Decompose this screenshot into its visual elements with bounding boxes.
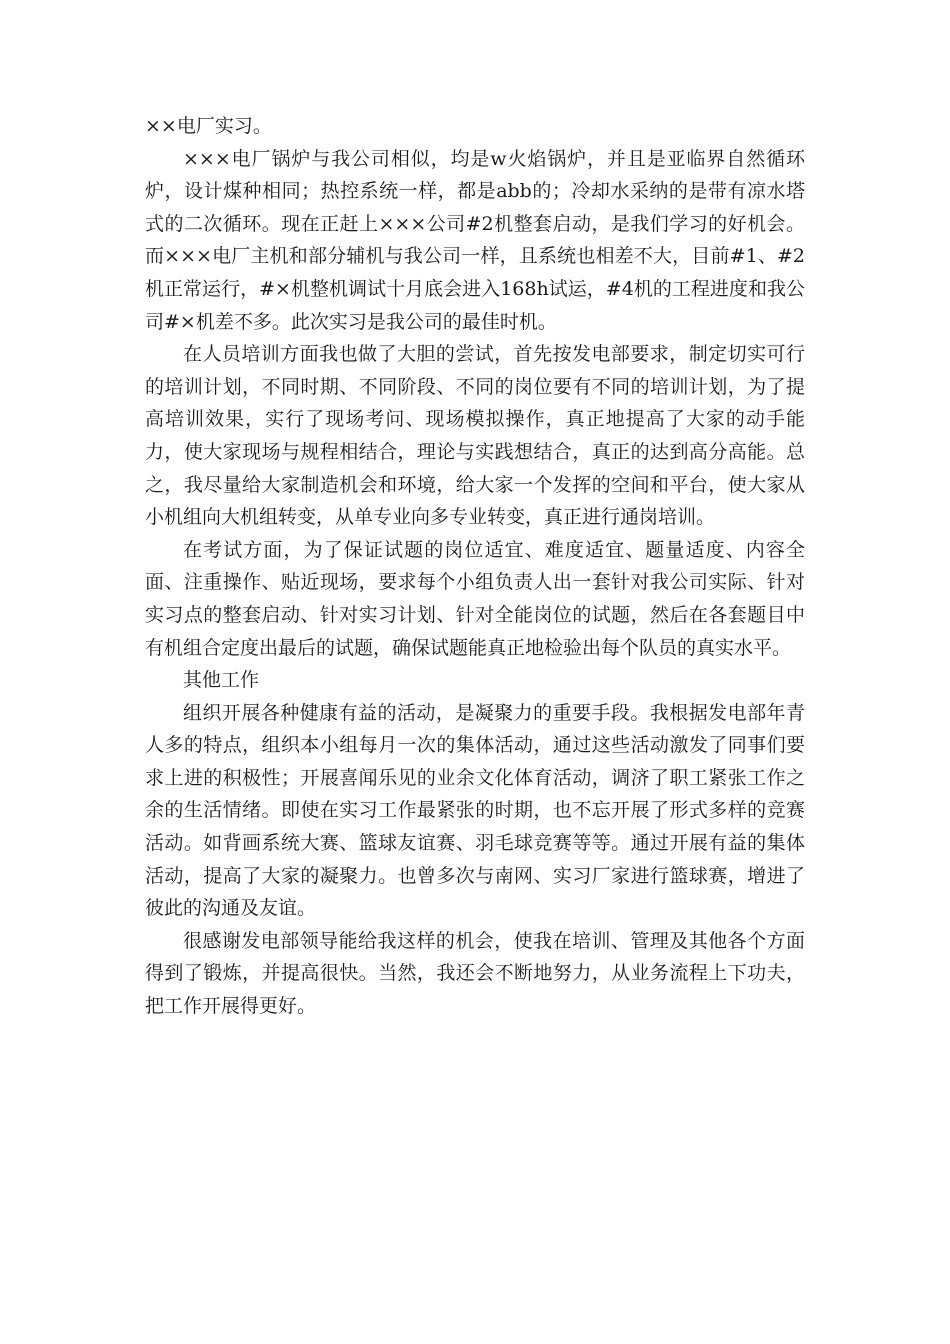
paragraph-continuation: ××电厂实习。 xyxy=(145,115,272,137)
document-body xyxy=(145,110,805,1023)
paragraph-internship-plant: ×××电厂锅炉与我公司相似，均是w火焰锅炉，并且是亚临界自然循环炉，设计煤种相同；热控系统一样，都是abb的；冷却水采纳的是带有凉水塔式的二次循环。现在正赶上×××公司#2机整套启动，是我们学习的好机会。而×××电厂主机和部分辅机与我公司一样，且系统也相差不大，目前#1、#2机正常运行，#×机整机调试十月底会进入168h试运，#4机的工程进度和我公司#×机差不多。此次实习是我公司的最佳时机。 xyxy=(145,147,805,333)
paragraph-staff-training: 在人员培训方面我也做了大胆的尝试，首先按发电部要求，制定切实可行的培训计划，不同时期、不同阶段、不同的岗位要有不同的培训计划，为了提高培训效果，实行了现场考问、现场模拟操作，真正地提高了大家的动手能力，使大家现场与规程相结合，理论与实践想结合，真正的达到高分高能。总之，我尽量给大家制造机会和环境，给大家一个发挥的空间和平台，使大家从小机组向大机组转变，从单专业向多专业转变，真正进行通岗培训。 xyxy=(145,343,805,529)
paragraph-group-activities: 组织开展各种健康有益的活动，是凝聚力的重要手段。我根据发电部年青人多的特点，组织本小组每月一次的集体活动，通过这些活动激发了同事们要求上进的积极性；开展喜闻乐见的业余文化体育活动，调济了职工紧张工作之余的生活情绪。即使在实习工作最紧张的时期，也不忘开展了形式多样的竞赛活动。如背画系统大赛、篮球友谊赛、羽毛球竞赛等等。通过开展有益的集体活动，提高了大家的凝聚力。也曾多次与南网、实习厂家进行篮球赛，增进了彼此的沟通及友谊。 xyxy=(145,701,805,920)
section-heading-other-work: 其他工作 xyxy=(183,669,260,692)
paragraph-examinations: 在考试方面，为了保证试题的岗位适宜、难度适宜、题量适度、内容全面、注重操作、贴近现场，要求每个小组负责人出一套针对我公司实际、针对实习点的整套启动、针对实习计划、针对全能岗位的试题，然后在各套题目中有机组合定度出最后的试题，确保试题能真正地检验出每个队员的真实水平。 xyxy=(145,538,805,659)
paragraph-closing-thanks: 很感谢发电部领导能给我这样的机会，使我在培训、管理及其他各个方面得到了锻炼，并提高很快。当然，我还会不断地努力，从业务流程上下功夫，把工作开展得更好。 xyxy=(145,929,805,1018)
